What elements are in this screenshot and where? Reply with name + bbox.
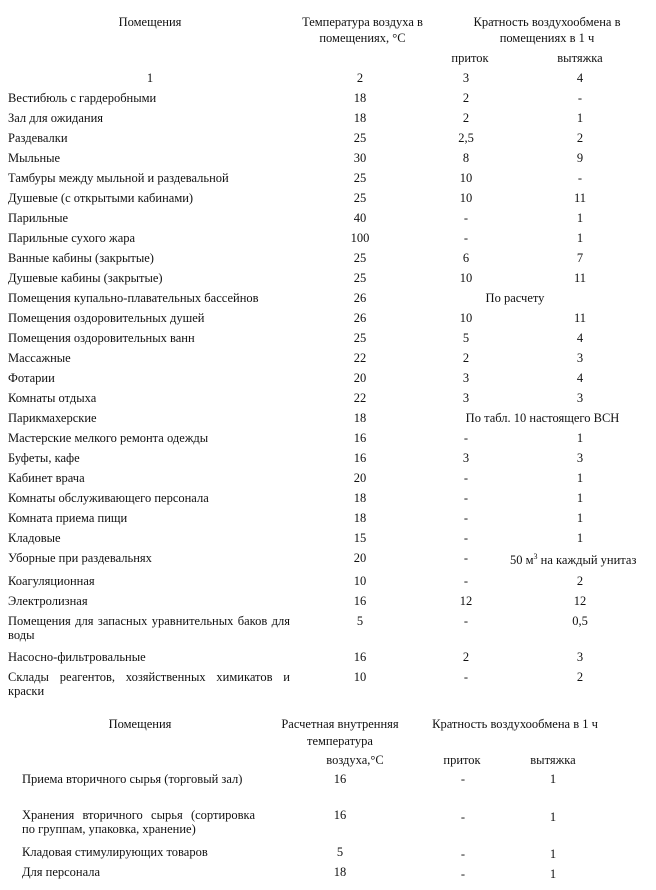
row-name: Помещения оздоровительных ванн (8, 331, 195, 345)
row-supply: 2 (462, 91, 470, 105)
row-name: Парильные сухого жара (8, 231, 136, 245)
table-row (0, 845, 656, 861)
row-exhaust: 1 (576, 531, 584, 545)
row-supply: 6 (462, 251, 470, 265)
row-temp: 10 (353, 670, 367, 684)
table-row (0, 111, 656, 127)
row-supply: - (463, 511, 469, 525)
row-exhaust: 3 (576, 650, 584, 664)
row-name: Парильные (8, 211, 69, 225)
row-exhaust: 11 (573, 271, 587, 285)
row-supply: 10 (459, 171, 473, 185)
row-supply: 10 (459, 191, 473, 205)
row-temp: 40 (353, 211, 367, 225)
t1-col-num-4: 4 (576, 71, 584, 85)
table-row (0, 131, 656, 147)
row-exhaust: 1 (549, 810, 557, 824)
table-row (0, 151, 656, 167)
row-temp: 15 (353, 531, 367, 545)
row-name: Кладовая стимулирующих товаров (22, 845, 208, 859)
table-row (0, 191, 656, 207)
row-exhaust: 1 (549, 867, 557, 881)
row-supply: - (463, 531, 469, 545)
row-temp: 20 (353, 551, 367, 565)
table-row (0, 411, 656, 427)
row-supply: 3 (462, 371, 470, 385)
t1-header-temp-line2: помещениях, °С (319, 31, 406, 45)
row-temp: 25 (353, 251, 367, 265)
row-temp: 26 (353, 291, 367, 305)
row-temp: 26 (353, 311, 367, 325)
row-exhaust: 1 (576, 111, 584, 125)
row-exhaust: 3 (576, 451, 584, 465)
t2-header-temp-line3: воздуха,°С (326, 753, 384, 767)
row-temp: 25 (353, 331, 367, 345)
t1-header-temp-line1: Температура воздуха в (302, 15, 423, 29)
table-row (0, 511, 656, 527)
row-name: Тамбуры между мыльной и раздевальной (8, 171, 229, 185)
row-name: Раздевалки (8, 131, 68, 145)
row-name: Насосно-фильтровальные (8, 650, 146, 664)
table-row (0, 594, 656, 610)
row-name: Хранения вторичного сырья (сортировка по группам, упаковка, хранение) (22, 808, 255, 836)
row-exhaust: 3 (576, 351, 584, 365)
row-exhaust: 1 (549, 847, 557, 861)
table-row (0, 371, 656, 387)
t1-header-supply: приток (451, 51, 489, 65)
row-temp: 25 (353, 191, 367, 205)
row-exhaust (510, 553, 636, 567)
row-name: Для персонала (22, 865, 101, 879)
row-temp: 16 (353, 431, 367, 445)
row-exhaust: 1 (576, 471, 584, 485)
row-exhaust: 2 (576, 574, 584, 588)
table-row (0, 291, 656, 307)
row-name: Парикмахерские (8, 411, 97, 425)
row-name: Вестибюль с гардеробными (8, 91, 157, 105)
row-name: Коагуляционная (8, 574, 95, 588)
row-exhaust: 1 (576, 431, 584, 445)
row-exhaust: 4 (576, 331, 584, 345)
row-supply: 3 (462, 391, 470, 405)
row-supply: - (463, 431, 469, 445)
row-supply: - (460, 867, 466, 881)
row-temp: 25 (353, 131, 367, 145)
row-supply: 10 (459, 271, 473, 285)
table-row (0, 231, 656, 247)
t2-header-exhaust: вытяжка (530, 753, 576, 767)
row-name: Приема вторичного сырья (торговый зал) (22, 772, 243, 786)
row-exhaust: 9 (576, 151, 584, 165)
row-supply: - (463, 670, 469, 684)
table-row (0, 614, 656, 644)
table-row (0, 311, 656, 327)
row-temp: 30 (353, 151, 367, 165)
t2-header-supply: приток (443, 753, 481, 767)
row-supply: 12 (459, 594, 473, 608)
row-supply: 2,5 (458, 131, 474, 145)
table-row (0, 351, 656, 367)
row-temp: 18 (353, 511, 367, 525)
row-temp: 25 (353, 171, 367, 185)
t2-header-temp-line1: Расчетная внутренняя (281, 717, 399, 731)
row-exhaust: 0,5 (572, 614, 588, 628)
row-temp: 18 (353, 111, 367, 125)
table-row (0, 91, 656, 107)
row-supply: - (463, 211, 469, 225)
table-row (0, 491, 656, 507)
row-supply: 2 (462, 650, 470, 664)
row-name: Ванные кабины (закрытые) (8, 251, 154, 265)
row-name: Комната приема пищи (8, 511, 128, 525)
exhaust-prefix: 50 м (510, 553, 534, 567)
row-exhaust: 2 (576, 131, 584, 145)
table-row (0, 772, 656, 804)
t1-col-num-1: 1 (146, 71, 154, 85)
row-supply: 2 (462, 351, 470, 365)
row-temp: 16 (333, 808, 347, 822)
row-temp: 18 (333, 865, 347, 879)
row-exhaust: 4 (576, 371, 584, 385)
row-temp: 16 (353, 650, 367, 664)
table-row (0, 171, 656, 187)
table-row (0, 865, 656, 881)
row-supply: - (463, 231, 469, 245)
t1-col-num-2: 2 (356, 71, 364, 85)
table-row (0, 670, 656, 700)
table-row (0, 551, 656, 571)
row-exhaust: 11 (573, 191, 587, 205)
row-name: Душевые кабины (закрытые) (8, 271, 163, 285)
row-exhaust: 1 (576, 511, 584, 525)
row-temp: 18 (353, 491, 367, 505)
row-exhaust: - (577, 91, 583, 105)
row-exhaust: 1 (576, 491, 584, 505)
table-row (0, 271, 656, 287)
row-temp: 5 (356, 614, 364, 628)
row-temp: 16 (353, 594, 367, 608)
row-name: Помещения оздоровительных душей (8, 311, 205, 325)
row-exhaust: 11 (573, 311, 587, 325)
row-name: Мыльные (8, 151, 61, 165)
row-name: Помещения купально-плавательных бассейнов (8, 291, 259, 305)
row-supply: - (460, 772, 466, 786)
row-exhaust: 7 (576, 251, 584, 265)
table-row (0, 391, 656, 407)
row-name: Электролизная (8, 594, 88, 608)
t2-header-rate: Кратность воздухообмена в 1 ч (432, 717, 598, 731)
row-exhaust: 1 (576, 231, 584, 245)
row-name: Кладовые (8, 531, 61, 545)
table-row (0, 531, 656, 547)
exhaust-superscript: 3 (533, 551, 538, 561)
exhaust-suffix: на каждый унитаз (537, 553, 637, 567)
row-merged-rate: По расчету (485, 291, 545, 305)
row-supply: 10 (459, 311, 473, 325)
row-name: Мастерские мелкого ремонта одежды (8, 431, 209, 445)
row-temp: 22 (353, 351, 367, 365)
row-name: Буфеты, кафе (8, 451, 80, 465)
row-exhaust: 1 (576, 211, 584, 225)
row-exhaust: 12 (573, 594, 587, 608)
row-temp: 25 (353, 271, 367, 285)
table-row (0, 451, 656, 467)
t1-header-exhaust: вытяжка (557, 51, 603, 65)
t2-header-rooms: Помещения (108, 717, 172, 731)
row-supply: - (460, 810, 466, 824)
row-name: Комнаты обслуживающего персонала (8, 491, 209, 505)
row-supply: - (463, 471, 469, 485)
row-supply: 5 (462, 331, 470, 345)
table-row (0, 574, 656, 590)
row-temp: 18 (353, 411, 367, 425)
t1-col-num-3: 3 (462, 71, 470, 85)
row-exhaust: 1 (549, 772, 557, 786)
table-row (0, 211, 656, 227)
row-supply: - (463, 491, 469, 505)
row-exhaust: 2 (576, 670, 584, 684)
row-temp: 20 (353, 471, 367, 485)
t2-header-temp-line2: температура (307, 734, 373, 748)
row-name: Массажные (8, 351, 71, 365)
table-row (0, 471, 656, 487)
table-row (0, 650, 656, 666)
row-exhaust: 3 (576, 391, 584, 405)
row-supply: 8 (462, 151, 470, 165)
t1-header-rate-line2: помещениях в 1 ч (499, 31, 595, 45)
table-row (0, 431, 656, 447)
row-supply: 2 (462, 111, 470, 125)
row-temp: 5 (336, 845, 344, 859)
row-supply: - (463, 551, 469, 565)
row-name: Кабинет врача (8, 471, 85, 485)
table-row (0, 331, 656, 347)
row-temp: 16 (353, 451, 367, 465)
row-temp: 10 (353, 574, 367, 588)
row-temp: 20 (353, 371, 367, 385)
row-name: Зал для ожидания (8, 111, 104, 125)
row-supply: - (460, 847, 466, 861)
row-temp: 100 (350, 231, 370, 245)
table-row (0, 251, 656, 267)
row-name: Душевые (с открытыми кабинами) (8, 191, 194, 205)
row-name: Комнаты отдыха (8, 391, 97, 405)
row-temp: 18 (353, 91, 367, 105)
row-merged-rate: По табл. 10 настоящего ВСН (465, 411, 620, 425)
row-temp: 22 (353, 391, 367, 405)
row-supply: - (463, 574, 469, 588)
row-name: Помещения для запасных уравнительных баков для воды (8, 614, 290, 642)
row-name: Фотарии (8, 371, 55, 385)
t1-header-rooms: Помещения (118, 15, 182, 29)
table-row (0, 808, 656, 840)
row-supply: - (463, 614, 469, 628)
row-name: Уборные при раздевальнях (8, 551, 152, 565)
row-name: Склады реагентов, хозяйственных химикатов и краски (8, 670, 290, 698)
row-exhaust: - (577, 171, 583, 185)
row-supply: 3 (462, 451, 470, 465)
row-temp: 16 (333, 772, 347, 786)
t1-header-rate-line1: Кратность воздухообмена в (473, 15, 621, 29)
